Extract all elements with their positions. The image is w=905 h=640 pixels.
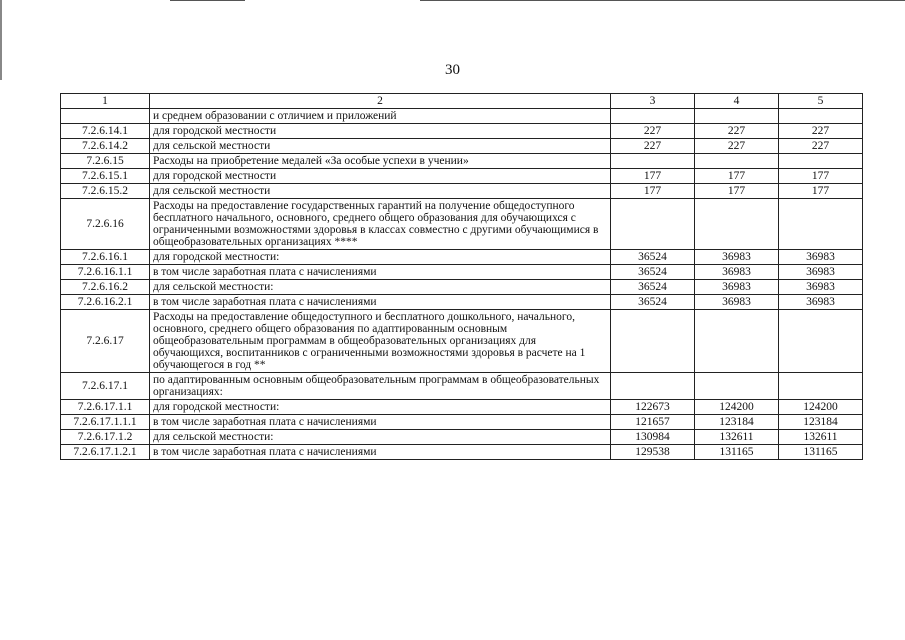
row-description: для сельской местности bbox=[150, 139, 611, 154]
value-col-5 bbox=[779, 154, 863, 169]
value-col-5: 124200 bbox=[779, 400, 863, 415]
row-code: 7.2.6.14.1 bbox=[61, 124, 150, 139]
value-col-5: 123184 bbox=[779, 415, 863, 430]
column-header: 1 bbox=[61, 94, 150, 109]
value-col-4: 132611 bbox=[695, 430, 779, 445]
value-col-5 bbox=[779, 109, 863, 124]
scan-edge-mark bbox=[170, 0, 245, 1]
table-row bbox=[61, 250, 863, 265]
budget-table bbox=[60, 93, 863, 460]
table-row bbox=[61, 199, 863, 250]
row-code: 7.2.6.16 bbox=[61, 199, 150, 250]
row-description: в том числе заработная плата с начислениями bbox=[150, 265, 611, 280]
table-row bbox=[61, 169, 863, 184]
row-code: 7.2.6.16.2.1 bbox=[61, 295, 150, 310]
value-col-3 bbox=[611, 373, 695, 400]
table-row bbox=[61, 445, 863, 460]
value-col-3: 36524 bbox=[611, 295, 695, 310]
row-description: Расходы на приобретение медалей «За особые успехи в учении» bbox=[150, 154, 611, 169]
table-row bbox=[61, 184, 863, 199]
value-col-3 bbox=[611, 109, 695, 124]
value-col-3: 177 bbox=[611, 169, 695, 184]
row-code: 7.2.6.17.1.2.1 bbox=[61, 445, 150, 460]
table-row bbox=[61, 430, 863, 445]
value-col-3 bbox=[611, 310, 695, 373]
row-description: в том числе заработная плата с начислениями bbox=[150, 415, 611, 430]
column-header: 3 bbox=[611, 94, 695, 109]
value-col-3: 227 bbox=[611, 124, 695, 139]
row-code bbox=[61, 109, 150, 124]
row-description: для городской местности: bbox=[150, 250, 611, 265]
table-row bbox=[61, 139, 863, 154]
value-col-3 bbox=[611, 154, 695, 169]
value-col-4: 131165 bbox=[695, 445, 779, 460]
table-row bbox=[61, 295, 863, 310]
row-code: 7.2.6.17.1.2 bbox=[61, 430, 150, 445]
table-row bbox=[61, 124, 863, 139]
value-col-5: 36983 bbox=[779, 265, 863, 280]
value-col-4 bbox=[695, 109, 779, 124]
row-code: 7.2.6.16.1.1 bbox=[61, 265, 150, 280]
value-col-4: 36983 bbox=[695, 250, 779, 265]
value-col-5 bbox=[779, 373, 863, 400]
value-col-3: 130984 bbox=[611, 430, 695, 445]
value-col-4: 36983 bbox=[695, 295, 779, 310]
row-description: Расходы на предоставление государственных гарантий на получение общедоступного бесплатного начального, основного, среднего общего образования для обучающихся с ограниченными возможностями здоровья в классах совместно с другими обучающимися в общеобразовательных организациях **** bbox=[150, 199, 611, 250]
row-description: и среднем образовании с отличием и приложений bbox=[150, 109, 611, 124]
table-row bbox=[61, 310, 863, 373]
value-col-5: 227 bbox=[779, 139, 863, 154]
row-code: 7.2.6.15.2 bbox=[61, 184, 150, 199]
value-col-5: 132611 bbox=[779, 430, 863, 445]
value-col-4 bbox=[695, 154, 779, 169]
table-row bbox=[61, 154, 863, 169]
value-col-3: 121657 bbox=[611, 415, 695, 430]
header-row bbox=[61, 94, 863, 109]
table-row bbox=[61, 265, 863, 280]
value-col-5 bbox=[779, 310, 863, 373]
value-col-4: 36983 bbox=[695, 280, 779, 295]
value-col-5: 177 bbox=[779, 169, 863, 184]
row-description: по адаптированным основным общеобразовательным программам в общеобразовательных организациях: bbox=[150, 373, 611, 400]
row-description: в том числе заработная плата с начислениями bbox=[150, 445, 611, 460]
row-description: для городской местности bbox=[150, 124, 611, 139]
page-number: 30 bbox=[445, 62, 460, 78]
row-code: 7.2.6.14.2 bbox=[61, 139, 150, 154]
row-description: для городской местности bbox=[150, 169, 611, 184]
row-description: для городской местности: bbox=[150, 400, 611, 415]
table-row bbox=[61, 280, 863, 295]
value-col-4: 36983 bbox=[695, 265, 779, 280]
row-code: 7.2.6.17.1 bbox=[61, 373, 150, 400]
row-code: 7.2.6.17.1.1.1 bbox=[61, 415, 150, 430]
row-code: 7.2.6.17.1.1 bbox=[61, 400, 150, 415]
value-col-5: 36983 bbox=[779, 280, 863, 295]
value-col-4: 177 bbox=[695, 184, 779, 199]
row-code: 7.2.6.16.2 bbox=[61, 280, 150, 295]
value-col-3: 36524 bbox=[611, 250, 695, 265]
value-col-4: 227 bbox=[695, 124, 779, 139]
value-col-5: 36983 bbox=[779, 250, 863, 265]
table-row bbox=[61, 400, 863, 415]
row-description: Расходы на предоставление общедоступного и бесплатного дошкольного, начального, основного, среднего общего образования по адаптированным основным общеобразовательным программам в общеобразовательных организациях для обучающихся, воспитанников с ограниченными возможностями здоровья в расчете на 1 обучающегося в год ** bbox=[150, 310, 611, 373]
value-col-4: 123184 bbox=[695, 415, 779, 430]
column-header: 5 bbox=[779, 94, 863, 109]
value-col-4 bbox=[695, 373, 779, 400]
column-header: 4 bbox=[695, 94, 779, 109]
row-description: в том числе заработная плата с начислениями bbox=[150, 295, 611, 310]
value-col-3: 177 bbox=[611, 184, 695, 199]
value-col-4: 124200 bbox=[695, 400, 779, 415]
row-description: для сельской местности: bbox=[150, 280, 611, 295]
row-code: 7.2.6.16.1 bbox=[61, 250, 150, 265]
row-description: для сельской местности: bbox=[150, 430, 611, 445]
value-col-5: 36983 bbox=[779, 295, 863, 310]
value-col-4 bbox=[695, 310, 779, 373]
row-code: 7.2.6.17 bbox=[61, 310, 150, 373]
value-col-3 bbox=[611, 199, 695, 250]
value-col-3: 122673 bbox=[611, 400, 695, 415]
value-col-4: 227 bbox=[695, 139, 779, 154]
value-col-3: 129538 bbox=[611, 445, 695, 460]
value-col-4 bbox=[695, 199, 779, 250]
column-header: 2 bbox=[150, 94, 611, 109]
row-code: 7.2.6.15 bbox=[61, 154, 150, 169]
value-col-5: 227 bbox=[779, 124, 863, 139]
row-code: 7.2.6.15.1 bbox=[61, 169, 150, 184]
table-row bbox=[61, 373, 863, 400]
value-col-5: 177 bbox=[779, 184, 863, 199]
scan-edge-mark bbox=[420, 0, 905, 1]
value-col-4: 177 bbox=[695, 169, 779, 184]
value-col-3: 227 bbox=[611, 139, 695, 154]
row-description: для сельской местности bbox=[150, 184, 611, 199]
value-col-5 bbox=[779, 199, 863, 250]
table-row bbox=[61, 109, 863, 124]
value-col-3: 36524 bbox=[611, 280, 695, 295]
value-col-5: 131165 bbox=[779, 445, 863, 460]
value-col-3: 36524 bbox=[611, 265, 695, 280]
table-row bbox=[61, 415, 863, 430]
